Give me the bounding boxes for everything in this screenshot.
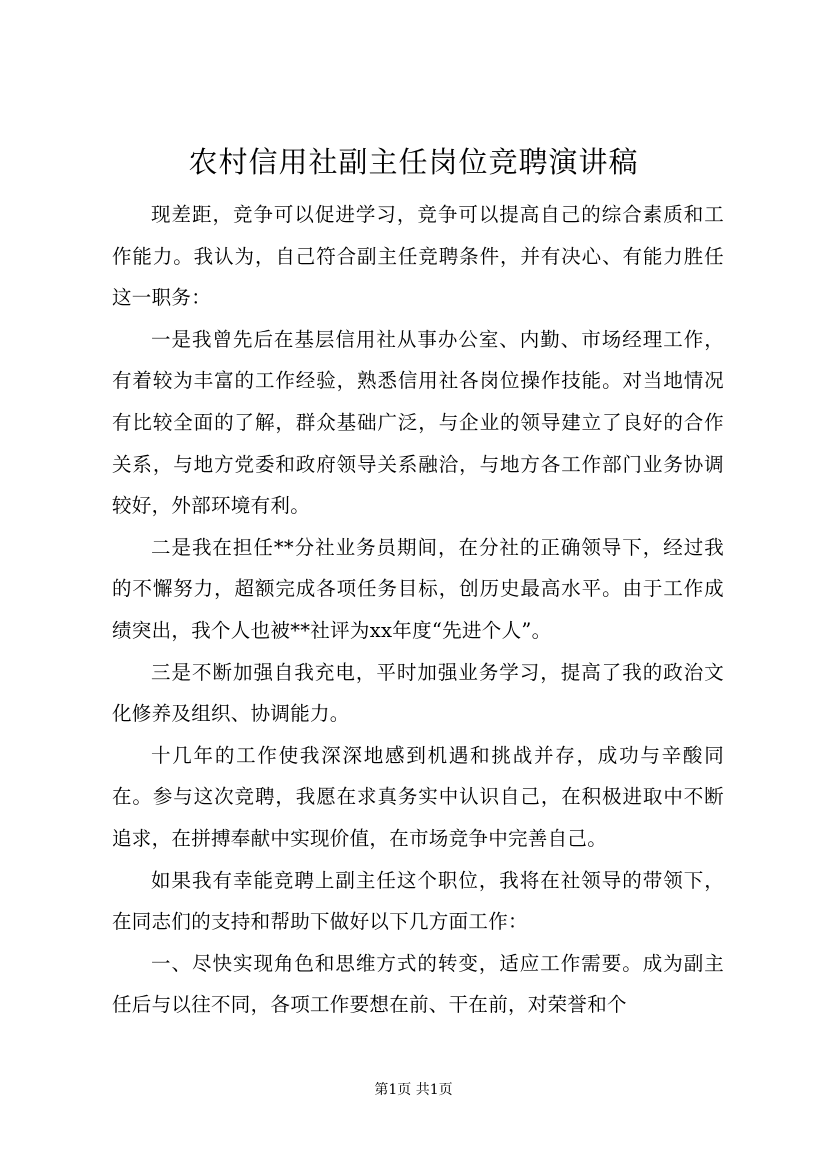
document-body <box>112 194 724 1026</box>
paragraph: 现差距，竞争可以促进学习，竞争可以提高自己的综合素质和工作能力。我认为，自己符合副主任竞聘条件，并有决心、有能力胜任这一职务： <box>112 203 724 310</box>
paragraph: 二是我在担任**分社业务员期间，在分社的正确领导下，经过我的不懈努力，超额完成各项任务目标，创历史最高水平。由于工作成绩突出，我个人也被**社评为xx年度“先进个人”。 <box>112 535 724 642</box>
paragraph: 一是我曾先后在基层信用社从事办公室、内勤、市场经理工作，有着较为丰富的工作经验，熟悉信用社各岗位操作技能。对当地情况有比较全面的了解，群众基础广泛，与企业的领导建立了良好的合作关系，与地方党委和政府领导关系融洽，与地方各工作部门业务协调较好，外部环境有利。 <box>112 327 724 518</box>
paragraph: 一、尽快实现角色和思维方式的转变，适应工作需要。成为副主任后与以往不同，各项工作要想在前、干在前，对荣誉和个 <box>112 951 724 1017</box>
document-title: 农村信用社副主任岗位竞聘演讲稿 <box>188 145 639 179</box>
paragraph: 三是不断加强自我充电，平时加强业务学习，提高了我的政治文化修养及组织、协调能力。 <box>112 660 724 726</box>
page-footer: 第1页 共1页 <box>374 1082 453 1098</box>
paragraph: 十几年的工作使我深深地感到机遇和挑战并存，成功与辛酸同在。参与这次竞聘，我愿在求真务实中认识自己，在积极进取中不断追求，在拼搏奉献中实现价值，在市场竞争中完善自己。 <box>112 743 724 850</box>
paragraph: 如果我有幸能竞聘上副主任这个职位，我将在社领导的带领下，在同志们的支持和帮助下做好以下几方面工作： <box>112 868 724 934</box>
